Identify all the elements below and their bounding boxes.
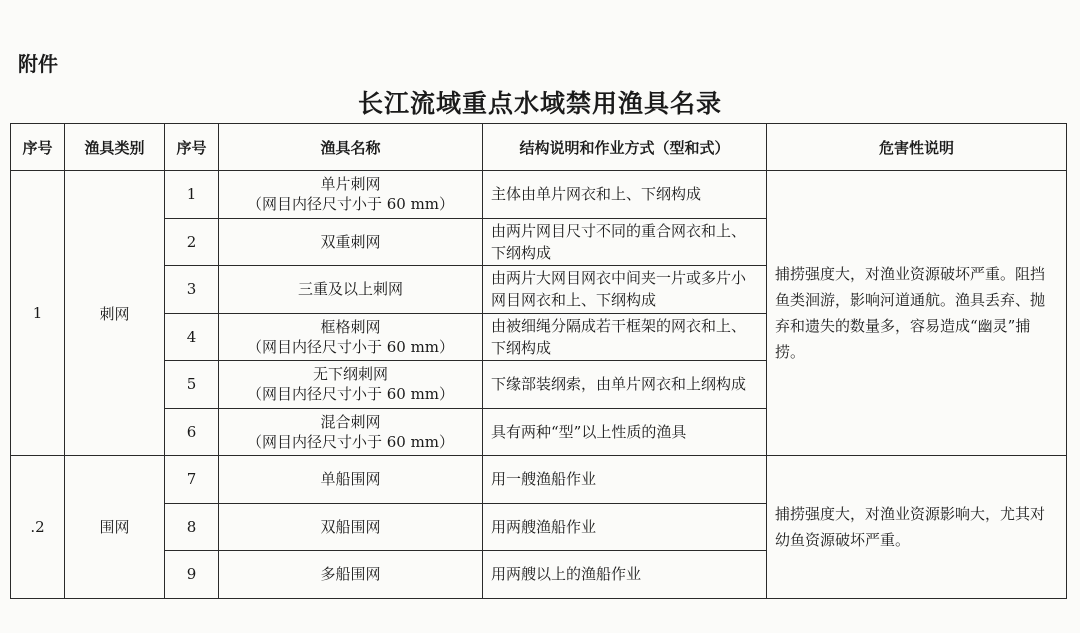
gear-name-cell (219, 313, 483, 361)
gear-name: 双船围网 (320, 517, 381, 536)
group-category: 围网 (65, 456, 165, 599)
group-index: .2 (11, 456, 65, 599)
gear-name-cell (219, 171, 483, 219)
structure-desc: 由两片网目尺寸不同的重合网衣和上、下纲构成 (483, 218, 767, 266)
gear-name-cell (219, 218, 483, 266)
harm-desc: 捕捞强度大，对渔业资源破坏严重。阻挡鱼类洄游，影响河道通航。渔具丢弃、抛弃和遗失的数量多，容易造成“幽灵”捕捞。 (767, 171, 1067, 456)
item-number: 9 (165, 551, 219, 599)
gear-name-cell (219, 361, 483, 409)
gear-name: 单船围网 (320, 470, 381, 489)
attachment-label: 附件 (18, 52, 58, 76)
gear-mesh-note: （网目内径尺寸小于 60 mm） (246, 195, 455, 214)
group-index: 1 (11, 171, 65, 456)
gear-name-cell (219, 551, 483, 599)
table-header-row (11, 124, 1067, 171)
gear-name-cell (219, 408, 483, 456)
col-header-gear-name: 渔具名称 (219, 124, 483, 171)
col-header-item-number: 序号 (165, 124, 219, 171)
col-header-index: 序号 (11, 124, 65, 171)
item-number: 2 (165, 218, 219, 266)
gear-mesh-note: （网目内径尺寸小于 60 mm） (246, 385, 455, 404)
structure-desc: 用两艘以上的渔船作业 (483, 551, 767, 599)
structure-desc: 由两片大网目网衣中间夹一片或多片小网目网衣和上、下纲构成 (483, 266, 767, 314)
col-header-structure: 结构说明和作业方式（型和式） (483, 124, 767, 171)
item-number: 5 (165, 361, 219, 409)
structure-desc: 用两艘渔船作业 (483, 503, 767, 551)
gear-mesh-note: （网目内径尺寸小于 60 mm） (246, 337, 455, 356)
gear-name: 混合刺网 (320, 412, 381, 431)
document-title: 长江流域重点水域禁用渔具名录 (357, 89, 722, 118)
gear-name-cell (219, 266, 483, 314)
item-number: 1 (165, 171, 219, 219)
gear-name: 单片刺网 (320, 175, 381, 194)
structure-desc: 由被细绳分隔成若干框架的网衣和上、下纲构成 (483, 313, 767, 361)
gear-mesh-note: （网目内径尺寸小于 60 mm） (246, 432, 455, 451)
item-number: 6 (165, 408, 219, 456)
item-number: 4 (165, 313, 219, 361)
table-row (11, 456, 1067, 504)
gear-name: 双重刺网 (320, 232, 381, 251)
table-row (11, 171, 1067, 219)
gear-name: 框格刺网 (320, 317, 381, 336)
structure-desc: 用一艘渔船作业 (483, 456, 767, 504)
structure-desc: 主体由单片网衣和上、下纲构成 (483, 171, 767, 219)
fishing-gear-table (10, 123, 1067, 599)
gear-name: 三重及以上刺网 (297, 280, 403, 299)
group-category: 刺网 (65, 171, 165, 456)
gear-name-cell (219, 503, 483, 551)
gear-name-cell (219, 456, 483, 504)
item-number: 3 (165, 266, 219, 314)
item-number: 8 (165, 503, 219, 551)
structure-desc: 下缘部装纲索，由单片网衣和上纲构成 (483, 361, 767, 409)
structure-desc: 具有两种“型”以上性质的渔具 (483, 408, 767, 456)
gear-name: 无下纲刺网 (312, 365, 388, 384)
harm-desc: 捕捞强度大，对渔业资源影响大，尤其对幼鱼资源破坏严重。 (767, 456, 1067, 599)
gear-name: 多船围网 (320, 565, 381, 584)
item-number: 7 (165, 456, 219, 504)
col-header-harm: 危害性说明 (767, 124, 1067, 171)
col-header-category: 渔具类别 (65, 124, 165, 171)
